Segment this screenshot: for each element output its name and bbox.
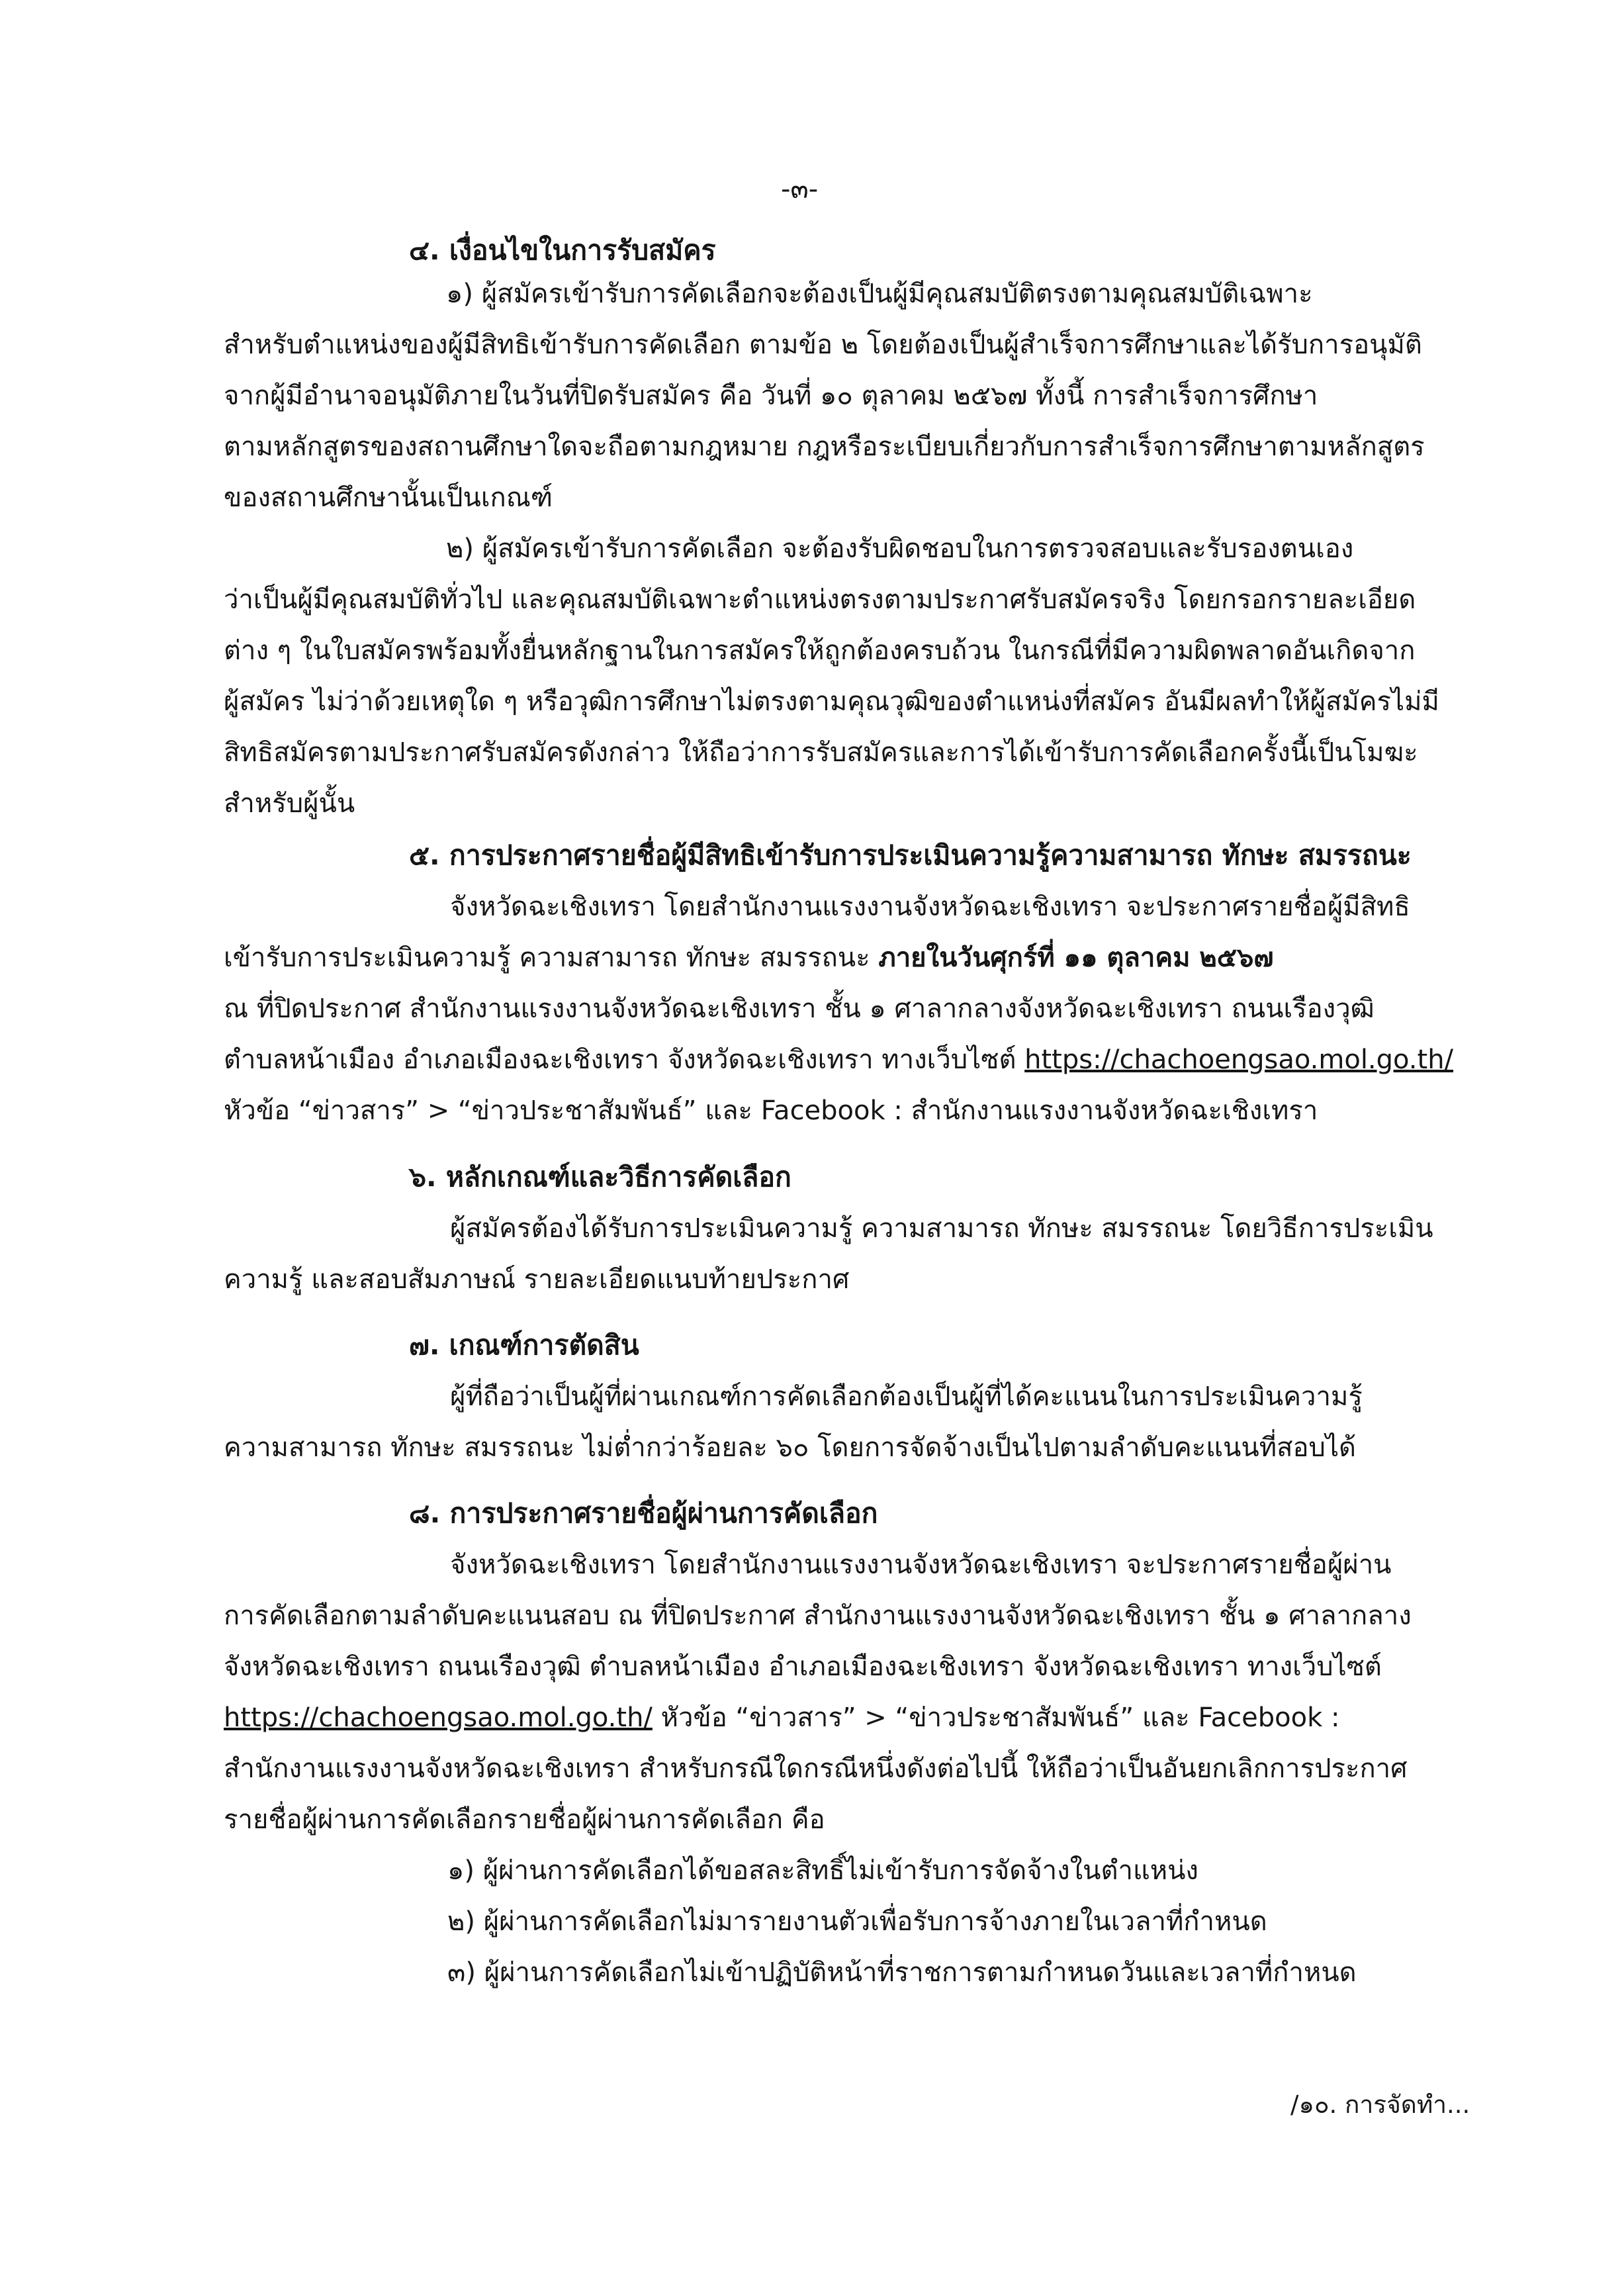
sec4-p2-line-3: ต่าง ๆ ในใบสมัครพร้อมทั้งยื่นหลักฐานในการสมัครให้ถูกต้องครบถ้วน ในกรณีที่มีความผิดพลาดอันเกิดจาก [224,635,1416,666]
sec8-line-5: สำนักงานแรงงานจังหวัดฉะเชิงเทรา สำหรับกรณีใดกรณีหนึ่งดังต่อไปนี้ ให้ถือว่าเป็นอันยกเลิกการประกาศ [224,1753,1408,1784]
sec4-p1-line-1: ๑) ผู้สมัครเข้ารับการคัดเลือกจะต้องเป็นผู้มีคุณสมบัติตรงตามคุณสมบัติเฉพาะ [446,279,1313,309]
sec4-p2-line-1: ๒) ผู้สมัครเข้ารับการคัดเลือก จะต้องรับผิดชอบในการตรวจสอบและรับรองตนเอง [446,534,1354,564]
page-number: -๓- [781,174,819,205]
sec6-line-1: ผู้สมัครต้องได้รับการประเมินความรู้ ความสามารถ ทักษะ สมรรถนะ โดยวิธีการประเมิน [450,1213,1433,1244]
sec5-date-emphasis: ภายในวันศุกร์ที่ ๑๑ ตุลาคม ๒๕๖๗ [878,943,1274,973]
sec5-line-2-text: เข้ารับการประเมินความรู้ ความสามารถ ทักษะ สมรรถนะ [224,943,879,973]
sec8-line-3: จังหวัดฉะเชิงเทรา ถนนเรืองวุฒิ ตำบลหน้าเมือง อำเภอเมืองฉะเชิงเทรา จังหวัดฉะเชิงเทรา ทางเว็บไซต์ [224,1652,1382,1682]
sec7-line-2: ความสามารถ ทักษะ สมรรถนะ ไม่ต่ำกว่าร้อยละ ๖๐ โดยการจัดจ้างเป็นไปตามลำดับคะแนนที่สอบได้ [224,1432,1357,1463]
sec8-line-1: จังหวัดฉะเชิงเทรา โดยสำนักงานแรงงานจังหวัดฉะเชิงเทรา จะประกาศรายชื่อผู้ผ่าน [450,1550,1392,1580]
sec4-p1-line-5: ของสถานศึกษานั้นเป็นเกณฑ์ [224,483,553,513]
sec7-line-1: ผู้ที่ถือว่าเป็นผู้ที่ผ่านเกณฑ์การคัดเลือกต้องเป็นผู้ที่ได้คะแนนในการประเมินความรู้ [450,1381,1363,1412]
section-8-heading: ๘. การประกาศรายชื่อผู้ผ่านการคัดเลือก [409,1497,878,1529]
section-6-heading: ๖. หลักเกณฑ์และวิธีการคัดเลือก [409,1161,791,1193]
sec4-p2-line-6: สำหรับผู้นั้น [224,788,355,819]
sec4-p1-line-4: ตามหลักสูตรของสถานศึกษาใดจะถือตามกฎหมาย กฎหรือระเบียบเกี่ยวกับการสำเร็จการศึกษาตามหลักสูตร [224,432,1425,462]
sec4-p1-line-2: สำหรับตำแหน่งของผู้มีสิทธิเข้ารับการคัดเลือก ตามข้อ ๒ โดยต้องเป็นผู้สำเร็จการศึกษาและได้รับการอนุมัติ [224,330,1422,360]
sec5-website-link[interactable]: https://chachoengsao.mol.go.th/ [1024,1045,1454,1075]
sec8-list-item-3: ๓) ผู้ผ่านการคัดเลือกไม่เข้าปฏิบัติหน้าที่ราชการตามกำหนดวันและเวลาที่กำหนด [447,1957,1357,1988]
sec6-line-2: ความรู้ และสอบสัมภาษณ์ รายละเอียดแนบท้ายประกาศ [224,1264,850,1295]
sec5-line-5: หัวข้อ “ข่าวสาร” > “ข่าวประชาสัมพันธ์” และ Facebook : สำนักงานแรงงานจังหวัดฉะเชิงเทรา [224,1096,1318,1126]
sec8-line-2: การคัดเลือกตามลำดับคะแนนสอบ ณ ที่ปิดประกาศ สำนักงานแรงงานจังหวัดฉะเชิงเทรา ชั้น ๑ ศาลากลาง [224,1601,1412,1631]
sec4-p1-line-3: จากผู้มีอำนาจอนุมัติภายในวันที่ปิดรับสมัคร คือ วันที่ ๑๐ ตุลาคม ๒๕๖๗ ทั้งนี้ การสำเร็จการศึกษา [224,381,1318,411]
sec5-line-4-text: ตำบลหน้าเมือง อำเภอเมืองฉะเชิงเทรา จังหวัดฉะเชิงเทรา ทางเว็บไซต์ [224,1045,1025,1075]
sec8-line-4 [224,1702,1339,1734]
sec8-line-6: รายชื่อผู้ผ่านการคัดเลือกรายชื่อผู้ผ่านการคัดเลือก คือ [224,1804,825,1835]
sec5-line-2 [224,942,1274,974]
sec8-list-item-2: ๒) ผู้ผ่านการคัดเลือกไม่มารายงานตัวเพื่อรับการจ้างภายในเวลาที่กำหนด [447,1906,1267,1937]
section-5-heading: ๕. การประกาศรายชื่อผู้มีสิทธิเข้ารับการประเมินความรู้ความสามารถ ทักษะ สมรรถนะ [409,839,1412,871]
sec4-p2-line-5: สิทธิสมัครตามประกาศรับสมัครดังกล่าว ให้ถือว่าการรับสมัครและการได้เข้ารับการคัดเลือกครั้งนี้เป็นโมฆะ [224,737,1418,768]
sec5-line-3: ณ ที่ปิดประกาศ สำนักงานแรงงานจังหวัดฉะเชิงเทรา ชั้น ๑ ศาลากลางจังหวัดฉะเชิงเทรา ถนนเรืองวุฒิ [224,994,1375,1024]
sec8-website-link[interactable]: https://chachoengsao.mol.go.th/ [224,1703,653,1733]
sec5-line-4 [224,1044,1453,1076]
sec5-line-1: จังหวัดฉะเชิงเทรา โดยสำนักงานแรงงานจังหวัดฉะเชิงเทรา จะประกาศรายชื่อผู้มีสิทธิ [450,892,1410,922]
sec8-list-item-1: ๑) ผู้ผ่านการคัดเลือกได้ขอสละสิทธิ์ไม่เข้ารับการจัดจ้างในตำแหน่ง [447,1855,1198,1886]
section-7-heading: ๗. เกณฑ์การตัดสิน [409,1329,639,1361]
sec4-p2-line-4: ผู้สมัคร ไม่ว่าด้วยเหตุใด ๆ หรือวุฒิการศึกษาไม่ตรงตามคุณวุฒิของตำแหน่งที่สมัคร อันมีผลทำให้ผู้สมัครไม่มี [224,686,1439,717]
sec8-line-4-text: หัวข้อ “ข่าวสาร” > “ข่าวประชาสัมพันธ์” และ Facebook : [652,1703,1340,1733]
sec4-p2-line-2: ว่าเป็นผู้มีคุณสมบัติทั่วไป และคุณสมบัติเฉพาะตำแหน่งตรงตามประกาศรับสมัครจริง โดยกรอกรายละเอียด [224,584,1416,615]
section-4-heading: ๔. เงื่อนไขในการรับสมัคร [409,234,716,266]
next-page-continuation: /๑๐. การจัดทำ... [1290,2090,1470,2119]
